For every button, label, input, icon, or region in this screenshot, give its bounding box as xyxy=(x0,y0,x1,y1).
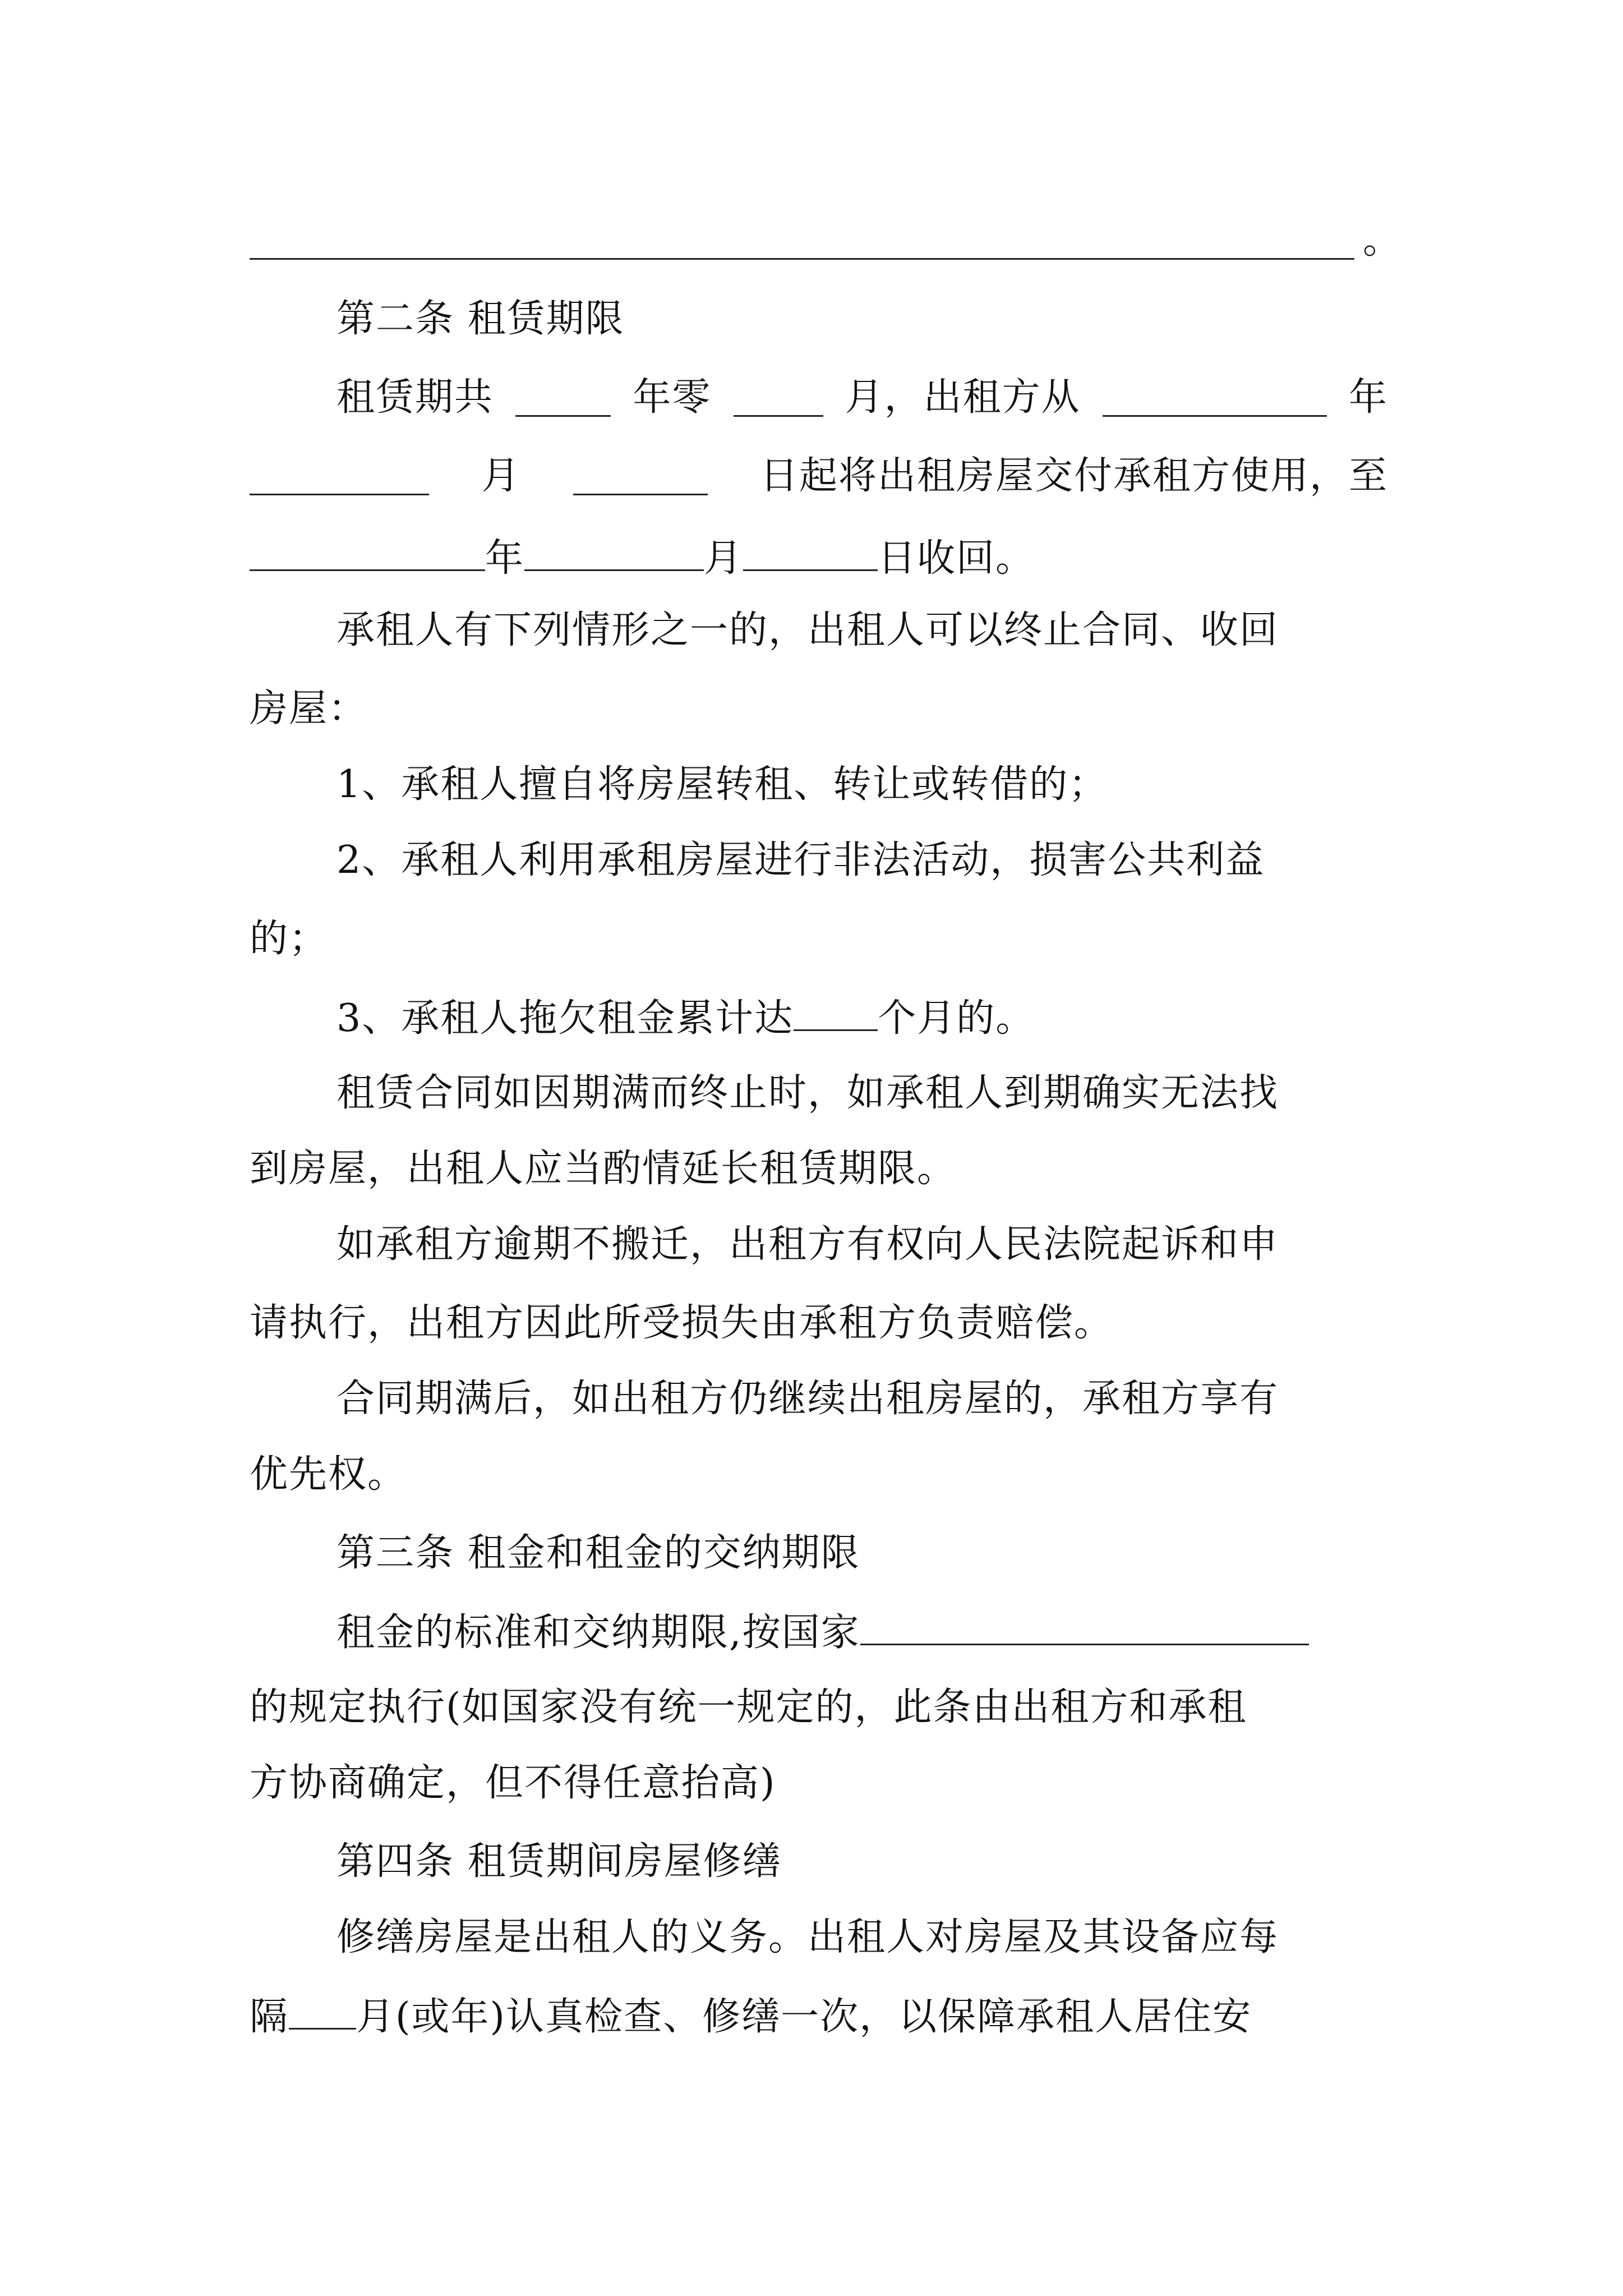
paragraph-line: 年 月 日收回。 xyxy=(250,536,1388,578)
paragraph-line: 房屋： xyxy=(250,687,368,731)
paragraph-line: 月 日起将出租房屋交付承租方使用，至 xyxy=(250,457,1388,495)
section-heading: 第二条 租赁期限 xyxy=(336,297,625,341)
blank-line xyxy=(250,258,1354,260)
paragraph-line: 租赁合同如因期满而终止时，如承租人到期确实无法找 xyxy=(336,1071,1279,1115)
blank-field xyxy=(1103,381,1327,417)
paragraph-line: 的规定执行(如国家没有统一规定的，此条由出租方和承租 xyxy=(250,1685,1247,1729)
paragraph-line: 如承租方逾期不搬迁，出租方有权向人民法院起诉和申 xyxy=(336,1222,1279,1267)
period-mark: 。 xyxy=(1363,218,1401,263)
paragraph-line: 的； xyxy=(250,917,329,961)
paragraph-line: 方协商确定，但不得任意抬高) xyxy=(250,1761,776,1805)
paragraph-line: 承租人有下列情形之一的，出租人可以终止合同、收回 xyxy=(336,608,1279,652)
section-heading: 第四条 租赁期间房屋修缮 xyxy=(336,1839,782,1884)
blank-field xyxy=(860,1610,1309,1645)
blank-field xyxy=(573,460,708,495)
blank-field xyxy=(289,1994,356,2030)
paragraph-line: 合同期满后，如出租方仍继续出租房屋的，承租方享有 xyxy=(336,1377,1279,1421)
list-item: 1、承租人擅自将房屋转租、转让或转借的； xyxy=(336,762,1108,807)
section-heading: 第三条 租金和租金的交纳期限 xyxy=(336,1531,860,1575)
blank-field xyxy=(794,996,878,1031)
paragraph-line: 修缮房屋是出租人的义务。出租人对房屋及其设备应每 xyxy=(336,1915,1279,1959)
paragraph-line: 租金的标准和交纳期限,按国家 xyxy=(336,1610,1388,1652)
list-item: 3、承租人拖欠租金累计达 个月的。 xyxy=(336,996,1035,1041)
blank-field xyxy=(250,536,485,571)
paragraph-line: 隔 月(或年)认真检查、修缮一次，以保障承租人居住安 xyxy=(250,1995,1252,2039)
list-item: 2、承租人利用承租房屋进行非法活动，损害公共利益 xyxy=(336,838,1265,882)
blank-field xyxy=(250,460,429,495)
paragraph-line: 优先权。 xyxy=(250,1452,407,1497)
paragraph-line: 到房屋，出租人应当酌情延长租赁期限。 xyxy=(250,1147,957,1191)
paragraph-line: 租赁期共 年零 月，出租方从 年 xyxy=(336,375,1388,420)
paragraph-line: 请执行，出租方因此所受损失由承租方负责赔偿。 xyxy=(250,1301,1114,1345)
blank-field xyxy=(524,536,704,571)
blank-field xyxy=(743,536,878,571)
blank-field xyxy=(734,381,823,417)
blank-field xyxy=(515,381,611,417)
